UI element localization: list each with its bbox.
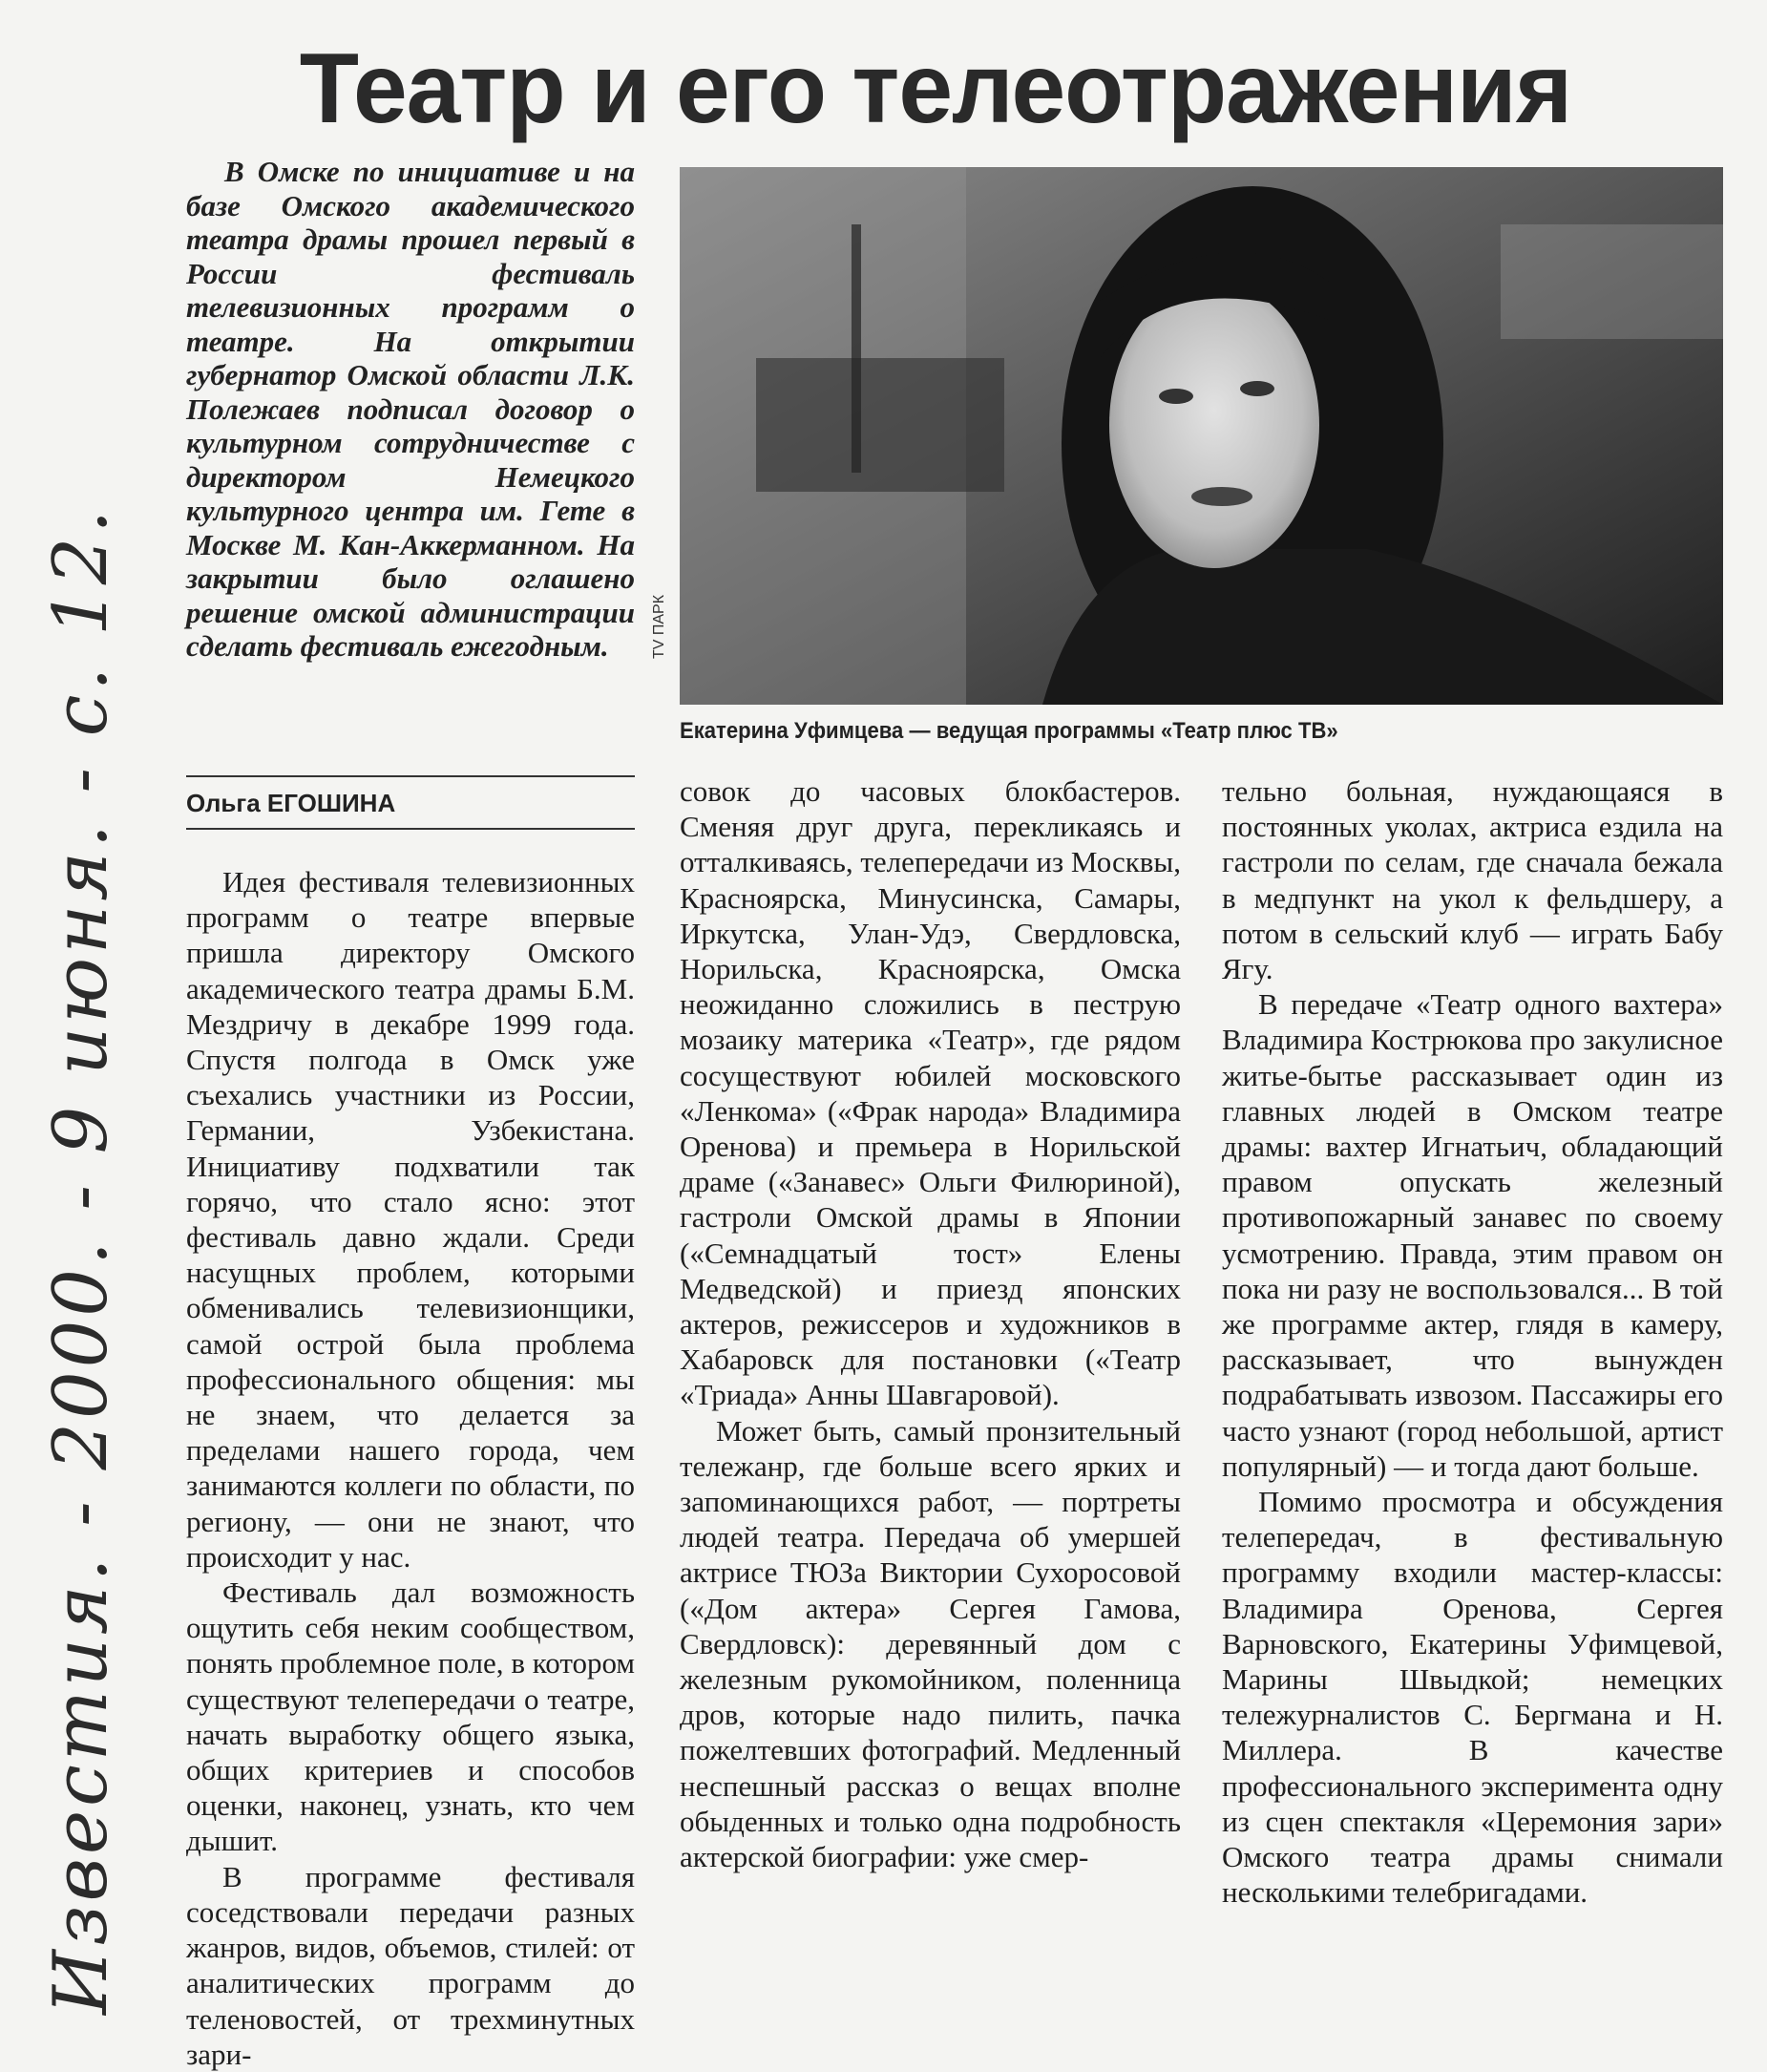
- paragraph: совок до часовых блокбастеров. Сменяя друг друга, перекликаясь и отталкиваясь, телепередачи из Москвы, Красноярска, Минусинска, Самары, Иркутска, Улан-Удэ, Свердловска, Норильска, Красноярска, Омска неожиданно сложились в пеструю мозаику материка «Театр», где рядом сосуществуют юбилей московского «Ленкома» («Фрак народа» Владимира Оренова) и премьера в Норильской драме («Занавес» Ольги Филюриной), гастроли Омской драмы в Японии («Семнадцатый тост» Елены Медведской) и приезд японских актеров, режиссеров и художников в Хабаровск для постановки («Театр «Триада» Анны Шавгаровой).: [680, 774, 1182, 1412]
- article-column-1: [186, 864, 635, 2072]
- paragraph: Помимо просмотра и обсуждения телепередач, в фестивальную программу входили мастер-классы: Владимира Оренова, Сергея Варновского, Екатерины Уфимцевой, Марины Швыдкой; немецких тележурналистов С. Бергмана и Н. Миллера. В качестве профессионального эксперимента одну из сцен спектакля «Церемония зари» Омского театра драмы снимали несколькими телебригадами.: [1222, 1485, 1723, 1910]
- article-lead: В Омске по инициативе и на базе Омского академического театра драмы прошел первый в России фестиваль телевизионных программ о театре. На открытии губернатор Омской области Л.К. Полежаев подписал договор о культурном сотрудничестве с директором Немецкого культурного центра им. Гете в Москве М. Кан-Аккерманном. На закрытии было оглашено решение омской администрации сделать фестиваль ежегодным.: [186, 155, 635, 663]
- photo-caption: Екатерина Уфимцева — ведущая программы «Театр плюс ТВ»: [680, 718, 1338, 744]
- article-column-3: [1222, 773, 1723, 1911]
- portrait-image: [680, 167, 1723, 705]
- paragraph: Может быть, самый пронзительный тележанр, где больше всего ярких и запоминающихся работ, — портреты людей театра. Передача об умершей актрисе ТЮЗа Виктории Сухоросовой («Дом актера» Сергея Гамова, Свердловск): деревянный дом с железным рукомойником, поленница дров, которые надо пилить, пачка пожелтевших фотографий. Медленный неспешный рассказ о вещах вполне обыденных и только одна подробность актерской биографии: уже смер-: [680, 1413, 1181, 1874]
- handwritten-source-note: Известия. - 2000. - 9 июня. - с. 12.: [38, 505, 124, 2015]
- paragraph: тельно больная, нуждающаяся в постоянных уколах, актриса ездила на гастроли по селам, где сначала бежала в медпункт на укол к фельдшеру, а потом в сельский клуб — играть Бабу Ягу.: [1222, 774, 1723, 986]
- article-title: Театр и его телеотражения: [299, 33, 1572, 144]
- paragraph: В передаче «Театр одного вахтера» Владимира Кострюкова про закулисное житье-бытье рассказывает один из главных людей в Омском театре драмы: вахтер Игнатьич, обладающий правом опускать железный противопожарный занавес по своему усмотрению. Правда, этим правом он пока ни разу не воспользовался... В той же программе актер, глядя в камеру, рассказывает, что вынужден подрабатывать извозом. Пассажиры его часто узнают (город небольшой, артист популярный) — и тогда дают больше.: [1222, 987, 1723, 1483]
- article-photo: [680, 167, 1723, 705]
- article-column-2: [680, 773, 1181, 1874]
- photo-credit: TV ПАРК: [651, 594, 667, 659]
- paragraph: Идея фестиваля телевизионных программ о театре впервые пришла директору Омского академического театра драмы Б.М. Мездричу в декабре 1999 года. Спустя полгода в Омск уже съехались участники из России, Германии, Узбекистана. Инициативу подхватили так горячо, что стало ясно: этот фестиваль давно ждали. Среди насущных проблем, которыми обменивались телевизионщики, самой острой была проблема профессионального общения: мы не знаем, что делается за пределами нашего города, чем занимаются коллеги по области, по региону, — они не знают, что происходит у нас.: [186, 865, 635, 1574]
- paragraph: В программе фестиваля соседствовали передачи разных жанров, видов, объемов, стилей: от аналитических программ до теленовостей, от трехминутных зари-: [186, 1859, 635, 2071]
- paragraph: Фестиваль дал возможность ощутить себя неким сообществом, понять проблемное поле, в котором существуют телепередачи о театре, начать выработку общего языка, общих критериев и способов оценки, наконец, узнать, кто чем дышит.: [186, 1575, 635, 1858]
- author-byline: Ольга ЕГОШИНА: [186, 775, 635, 830]
